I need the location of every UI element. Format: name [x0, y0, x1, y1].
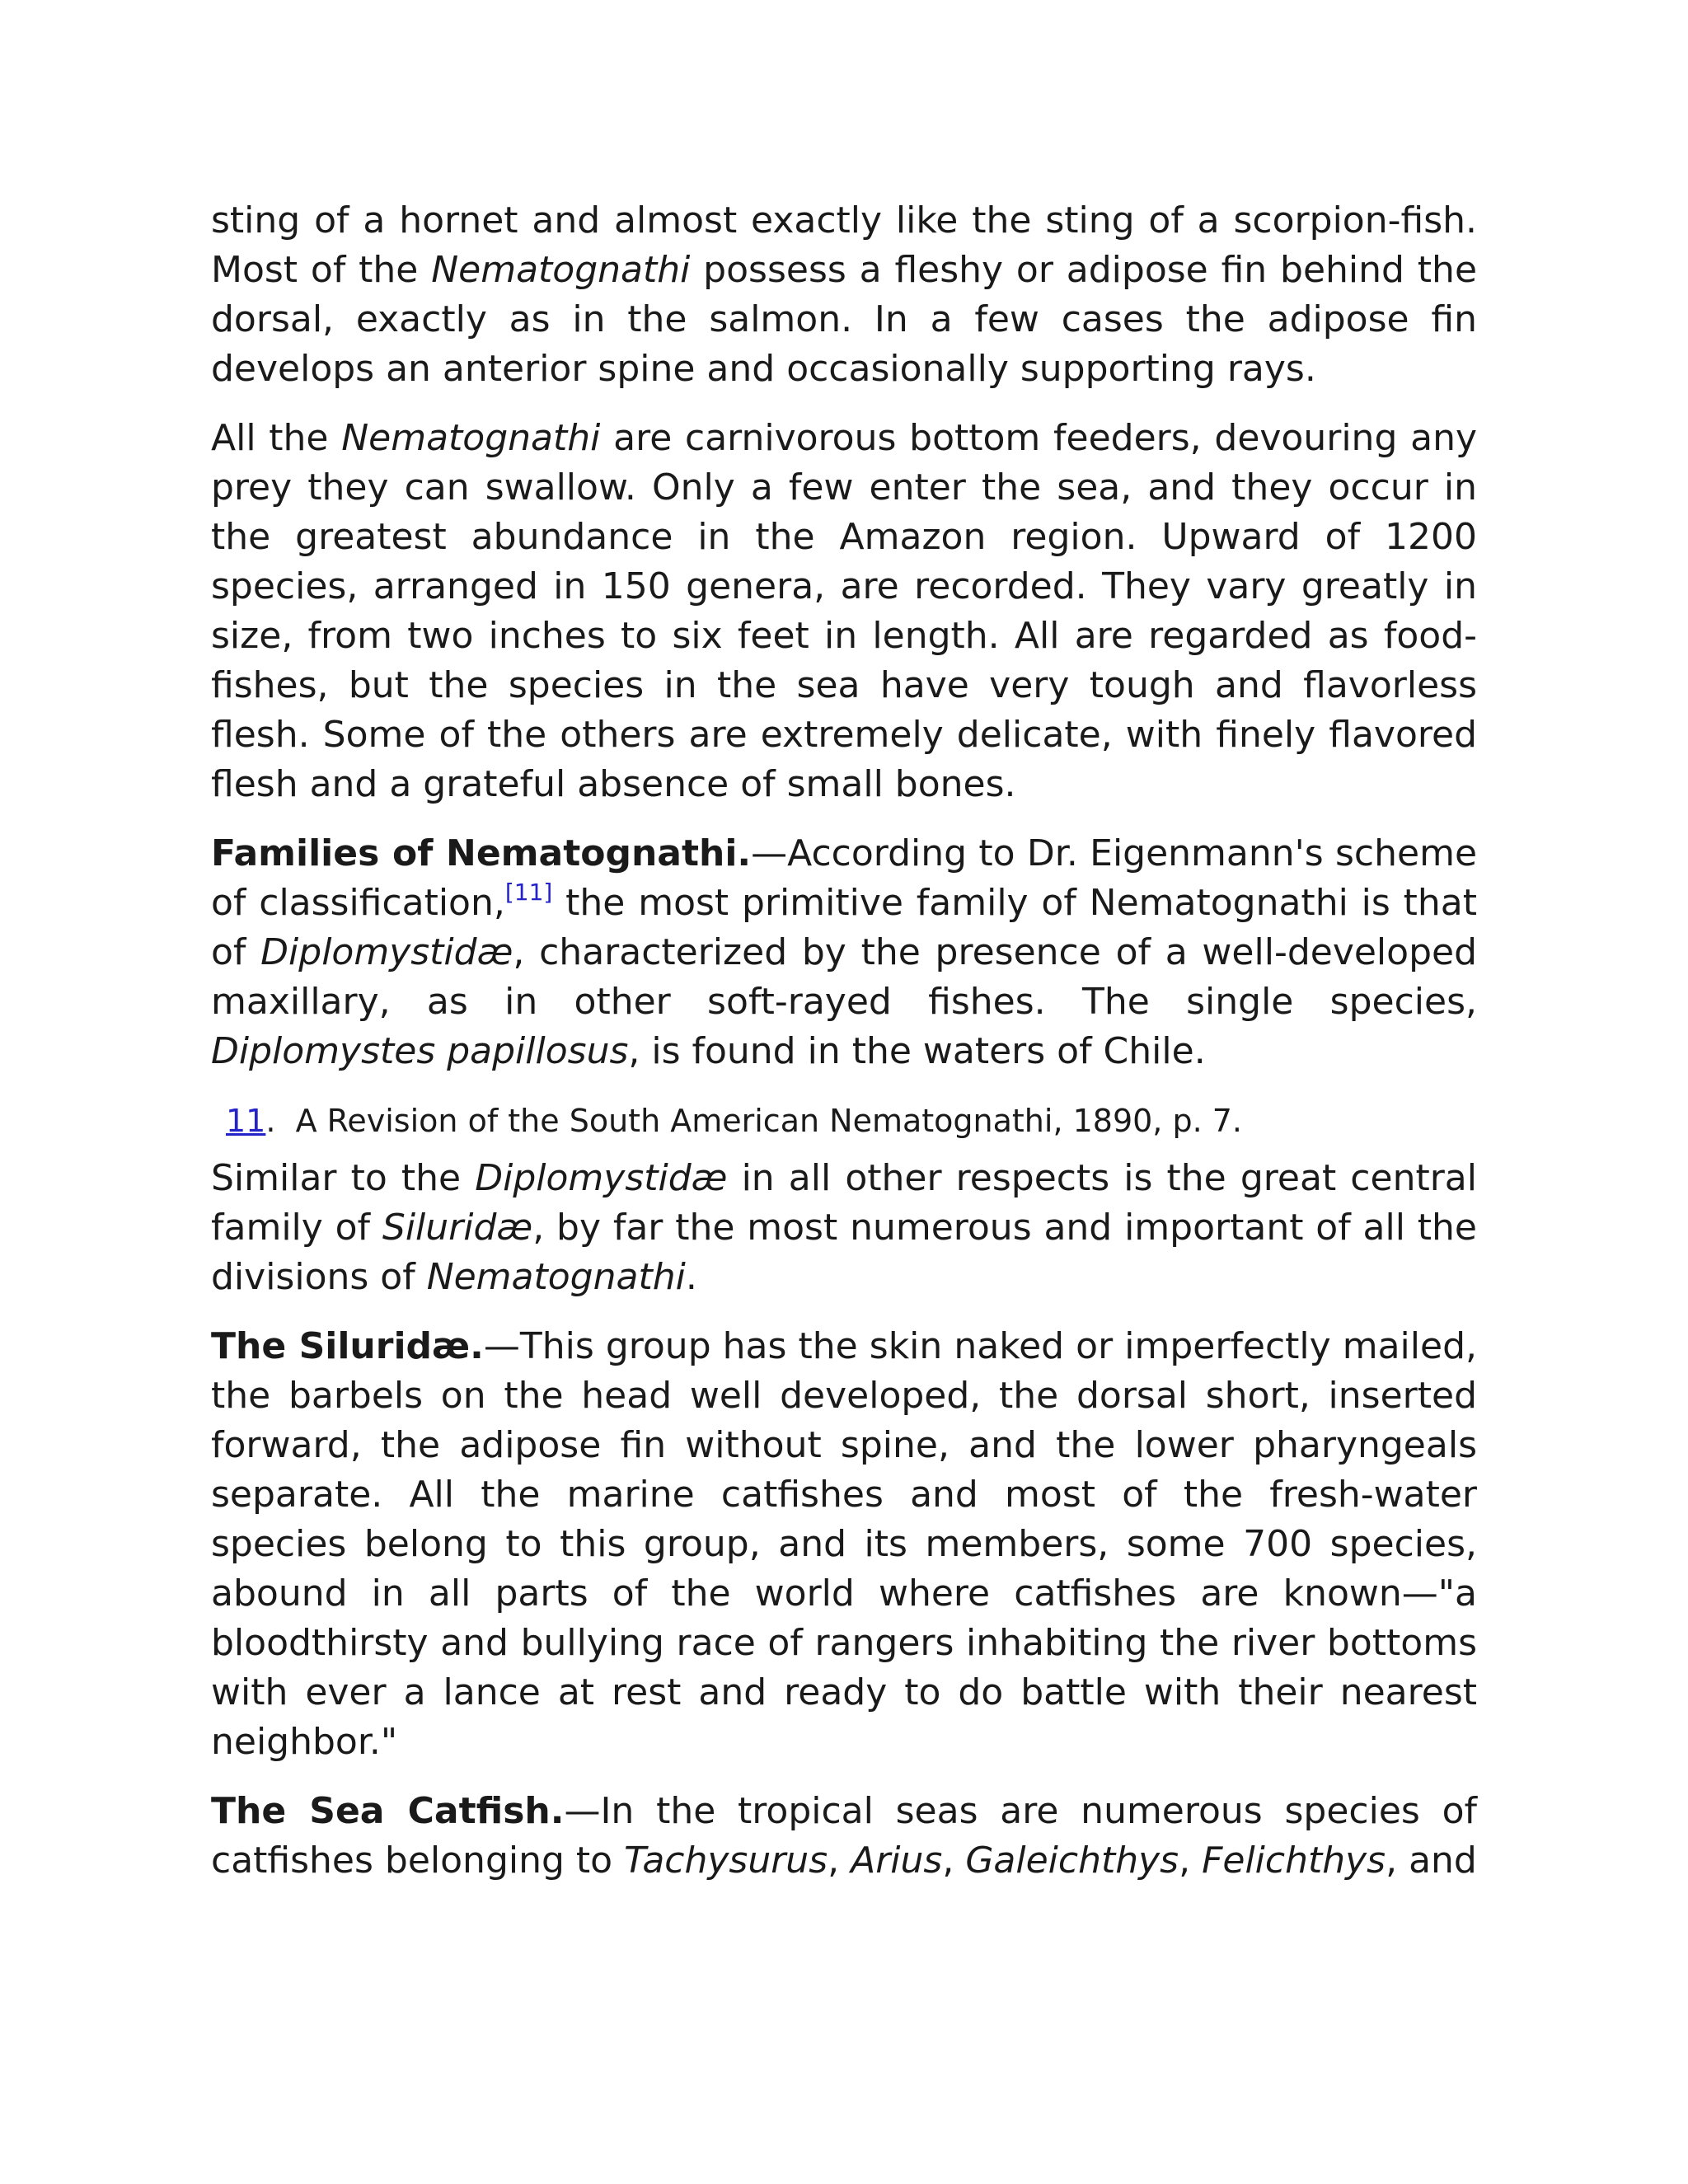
- text-run: —This group has the skin naked or imperfectly mailed, the barbels on the head well developed, the dorsal short, inserted forward, the adipose fin without spine, and the lower pharyngeals separate. All the marine catfishes and most of the fresh-water species belong to this group, and its members, some 700 species, abound in all parts of the world where catfishes are known—"a bloodthirsty and bullying race of rangers inhabiting the river bottoms with ever a lance at rest and ready to do battle with their nearest neighbor.": [211, 1325, 1477, 1763]
- text-run: .: [685, 1256, 697, 1298]
- paragraph-sea-catfish: [211, 1787, 1477, 1886]
- taxon-name: Tachysurus: [624, 1840, 828, 1882]
- text-run: are carnivorous bottom feeders, devouring any prey they can swallow. Only a few enter the sea, and they occur in the greatest abundance in the Amazon region. Upward of 1200 species, arranged in 150 genera, are recorded. They vary greatly in size, from two inches to six feet in length. All are regarded as food-fishes, but the species in the sea have very tough and flavorless flesh. Some of the others are extremely delicate, with finely flavored flesh and a grateful absence of small bones.: [211, 417, 1477, 805]
- text-run: , and: [1386, 1840, 1477, 1882]
- taxon-name: Diplomystidæ: [475, 1157, 728, 1199]
- section-heading: The Siluridæ.: [211, 1325, 484, 1367]
- text-run: .: [265, 1103, 276, 1139]
- taxon-name: Felichthys: [1202, 1840, 1386, 1882]
- taxon-name: Siluridæ: [382, 1207, 533, 1249]
- paragraph-adipose-fin: [211, 196, 1477, 394]
- text-run: —According to Dr. Eigenmann's scheme of classification,: [211, 832, 1478, 924]
- document-page: [211, 196, 1477, 1905]
- footnote-link[interactable]: [11]: [504, 879, 553, 906]
- footnote-reference[interactable]: [505, 879, 552, 906]
- paragraph-siluridae-intro: [211, 1154, 1477, 1302]
- section-heading: The Sea Catfish.: [211, 1790, 565, 1832]
- taxon-name: Nematognathi: [426, 1256, 686, 1298]
- text-run: in all other respects is the great central family of: [211, 1157, 1477, 1249]
- paragraph-siluridae: [211, 1322, 1477, 1767]
- footnote-text: A Revision of the South American Nematognathi, 1890, p. 7.: [275, 1103, 1242, 1139]
- taxon-name: Diplomystes papillosus: [211, 1030, 629, 1072]
- paragraph-families: [211, 829, 1477, 1076]
- text-run: possess a fleshy or adipose fin behind the dorsal, exactly as in the salmon. In a few cases the adipose fin develops an anterior spine and occasionally supporting rays.: [211, 249, 1478, 390]
- text-run: , is found in the waters of Chile.: [628, 1030, 1206, 1072]
- text-run: , characterized by the presence of a well-developed maxillary, as in other soft-rayed fishes. The single species,: [211, 931, 1477, 1023]
- taxon-name: Nematognathi: [341, 417, 601, 459]
- section-heading: Families of Nematognathi.: [211, 832, 752, 874]
- footnote: [226, 1096, 1477, 1146]
- text-run: ,: [942, 1840, 966, 1882]
- text-run: , by far the most numerous and important of all the divisions of: [211, 1207, 1478, 1298]
- taxon-name: Diplomystidæ: [260, 931, 513, 973]
- footnote-backlink[interactable]: 11: [226, 1103, 266, 1139]
- text-run: ,: [828, 1840, 851, 1882]
- text-run: Similar to the: [211, 1157, 476, 1199]
- taxon-name: Arius: [851, 1840, 943, 1882]
- text-run: —In the tropical seas are numerous species of catfishes belonging to: [211, 1790, 1477, 1882]
- text-run: sting of a hornet and almost exactly like the sting of a scorpion-fish. Most of the: [211, 199, 1477, 291]
- text-run: All the: [211, 417, 342, 459]
- taxon-name: Galeichthys: [965, 1840, 1179, 1882]
- text-run: ,: [1179, 1840, 1203, 1882]
- text-run: the most primitive family of Nematognathi is that of: [211, 882, 1477, 973]
- paragraph-feeding-habits: [211, 414, 1477, 809]
- taxon-name: Nematognathi: [431, 249, 691, 291]
